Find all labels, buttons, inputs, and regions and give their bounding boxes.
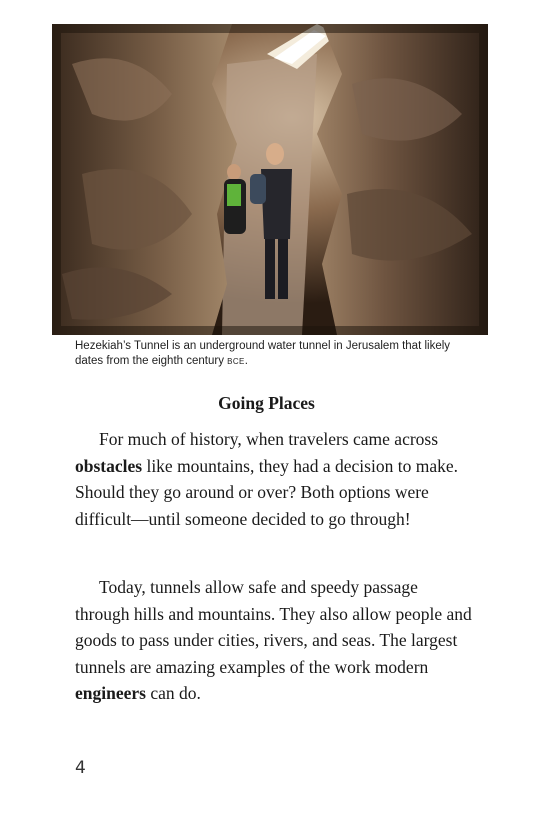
caption-text: Hezekiah’s Tunnel is an underground water tunnel in Jerusalem that likely dates from the eighth century bbox=[75, 340, 451, 367]
page-number: 4 bbox=[75, 758, 86, 778]
glossary-term-engineers: engineers bbox=[75, 683, 146, 703]
paragraph-1 bbox=[75, 426, 475, 532]
caption-era: BCE bbox=[227, 357, 245, 366]
section-heading: Going Places bbox=[218, 393, 315, 413]
glossary-term-obstacles: obstacles bbox=[75, 455, 143, 476]
photo-caption bbox=[75, 339, 475, 369]
paragraph-1-end: like mountains, they had a decision to make. Should they go around or over? Both options were difficult—until someone decided to go through! bbox=[75, 455, 458, 529]
paragraph-1-start: For much of history, when travelers came across bbox=[99, 429, 439, 449]
tunnel-photo bbox=[52, 24, 488, 335]
caption-end: . bbox=[244, 355, 248, 367]
paragraph-2-end: can do. bbox=[145, 683, 201, 703]
paragraph-2 bbox=[75, 574, 475, 707]
paragraph-2-start: Today, tunnels allow safe and speedy passage through hills and mountains. They also allow people and goods to pass under cities, rivers, and seas. The largest tunnels are amazing examples of the work modern bbox=[75, 577, 472, 677]
